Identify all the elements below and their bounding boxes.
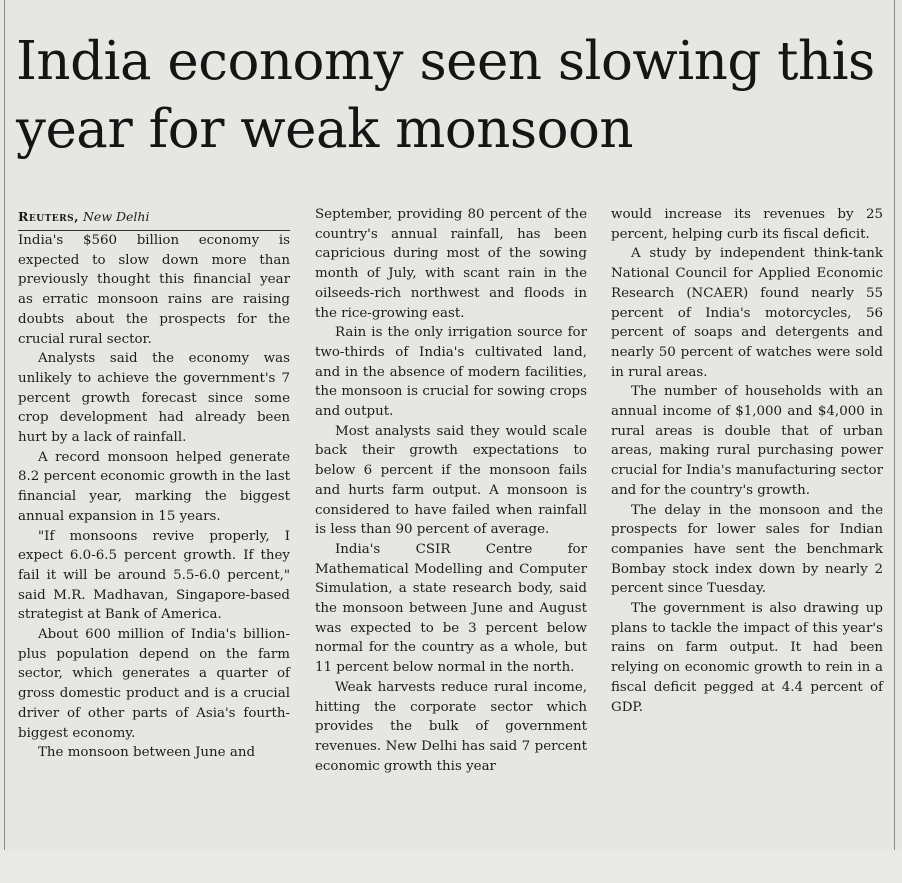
- column-1: [18, 208, 290, 763]
- left-border-rule: [4, 0, 5, 850]
- article-paragraph: India's CSIR Centre for Mathematical Modelling and Computer Simulation, a state research body, said the monsoon between June and August was expected to be 3 percent below normal for the country as a whole, but 11 percent below normal in the north.: [315, 541, 587, 676]
- article-paragraph: The monsoon between June and: [38, 745, 256, 761]
- byline-city: New Delhi: [82, 209, 150, 224]
- article-paragraph: About 600 million of India's billion-plus population depend on the farm sector, which generates a quarter of gross domestic product and is a crucial driver of other parts of Asia's fourth-biggest economy.: [18, 627, 290, 741]
- article-paragraph: A study by independent think-tank National Council for Applied Economic Research (NCAER) found nearly 55 percent of India's motorcycles, 56 percent of soaps and detergents and nearly 50 percent of watches were sold in rural areas.: [611, 246, 883, 380]
- article-paragraph-continued: September, providing 80 percent of the country's annual rainfall, has been capricious during most of the sowing month of July, with scant rain in the oilseeds-rich northwest and floods in the rice-growing east.: [315, 207, 587, 321]
- right-border-rule: [894, 0, 895, 850]
- article-paragraph: The government is also drawing up plans to tackle the impact of this year's rains on farm output. It had been relying on economic growth to rein in a fiscal deficit pegged at 4.4 percent of GDP.: [611, 601, 883, 715]
- article-paragraph-continued: would increase its revenues by 25 percent, helping curb its fiscal deficit.: [611, 207, 883, 242]
- article-paragraph: "If monsoons revive properly, I expect 6.0-6.5 percent growth. If they fail it will be around 5.5-6.0 percent," said M.R. Madhavan, Singapore-based strategist at Bank of America.: [18, 528, 290, 623]
- byline-agency: Reuters,: [18, 209, 79, 224]
- article-paragraph: Weak harvests reduce rural income, hitting the corporate sector which provides the bulk of government revenues. New Delhi has said 7 percent economic growth this year: [315, 679, 587, 774]
- column-2: [315, 205, 587, 776]
- article-paragraph: Most analysts said they would scale back their growth expectations to below 6 percent if the monsoon fails and hurts farm output. A monsoon is considered to have failed when rainfall is less than 90 percent of average.: [315, 423, 587, 538]
- byline: [18, 208, 290, 231]
- headline: India economy seen slowing this year for weak monsoon: [16, 31, 875, 160]
- column-3: [611, 205, 883, 717]
- article-paragraph: Analysts said the economy was unlikely to achieve the government's 7 percent growth forecast since some crop development had already been hurt by a lack of rainfall.: [18, 351, 290, 446]
- article-paragraph: India's $560 billion economy is expected to slow down more than previously thought this financial year as erratic monsoon rains are raising doubts about the prospects for the crucial rural sector.: [18, 233, 290, 347]
- article-paragraph: The number of households with an annual income of $1,000 and $4,000 in rural areas is double that of urban areas, making rural purchasing power crucial for India's manufacturing sector and for the country's growth.: [611, 384, 883, 498]
- article-paragraph: Rain is the only irrigation source for two-thirds of India's cultivated land, and in the absence of modern facilities, the monsoon is crucial for sowing crops and output.: [315, 325, 587, 420]
- article-paragraph: The delay in the monsoon and the prospects for lower sales for Indian companies have sent the benchmark Bombay stock index down by nearly 2 percent since Tuesday.: [611, 502, 883, 597]
- article-paragraph: A record monsoon helped generate 8.2 percent economic growth in the last financial year, marking the biggest annual expansion in 15 years.: [18, 449, 290, 524]
- bottom-margin: [0, 850, 902, 883]
